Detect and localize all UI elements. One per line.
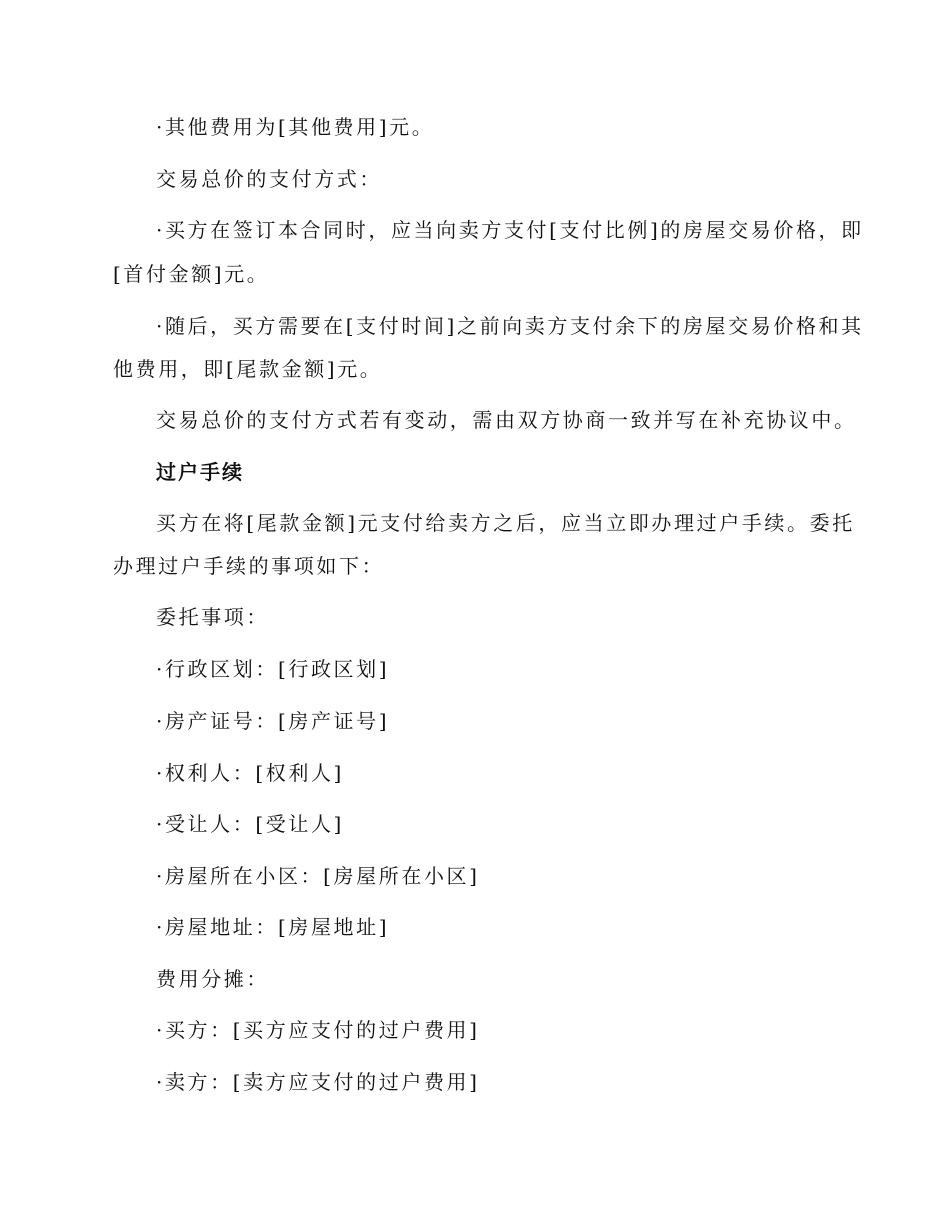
balance-payment-bullet-line-1: ·随后，买方需要在[支付时间]之前向卖方支付余下的房屋交易价格和其	[156, 314, 864, 338]
transfer-procedure-heading: 过户手续	[156, 460, 244, 484]
admin-division-bullet: ·行政区划：[行政区划]	[156, 657, 390, 681]
other-fees-bullet: ·其他费用为[其他费用]元。	[156, 115, 435, 139]
buyer-fee-bullet: ·买方：[买方应支付的过户费用]	[156, 1018, 480, 1042]
balance-payment-bullet-line-2: 他费用，即[尾款金额]元。	[113, 357, 383, 381]
property-cert-bullet: ·房产证号：[房产证号]	[156, 709, 390, 733]
down-payment-bullet-line-2: [首付金额]元。	[113, 262, 270, 286]
seller-fee-bullet: ·卖方：[卖方应支付的过户费用]	[156, 1070, 480, 1094]
cost-sharing-label: 费用分摊：	[156, 967, 269, 991]
address-bullet: ·房屋地址：[房屋地址]	[156, 915, 390, 939]
down-payment-bullet-line-1: ·买方在签订本合同时，应当向卖方支付[支付比例]的房屋交易价格，即	[156, 218, 864, 242]
transferee-bullet: ·受让人：[受让人]	[156, 812, 344, 836]
transfer-paragraph-line-1: 买方在将[尾款金额]元支付给卖方之后，应当立即办理过户手续。委托	[156, 511, 855, 535]
transfer-paragraph-line-2: 办理过户手续的事项如下：	[113, 554, 385, 578]
community-bullet: ·房屋所在小区：[房屋所在小区]	[156, 864, 480, 888]
payment-change-paragraph: 交易总价的支付方式若有变动，需由双方协商一致并写在补充协议中。	[156, 408, 857, 432]
payment-method-label: 交易总价的支付方式：	[156, 167, 382, 191]
entrusted-matters-label: 委托事项：	[156, 605, 269, 629]
right-holder-bullet: ·权利人：[权利人]	[156, 761, 344, 785]
